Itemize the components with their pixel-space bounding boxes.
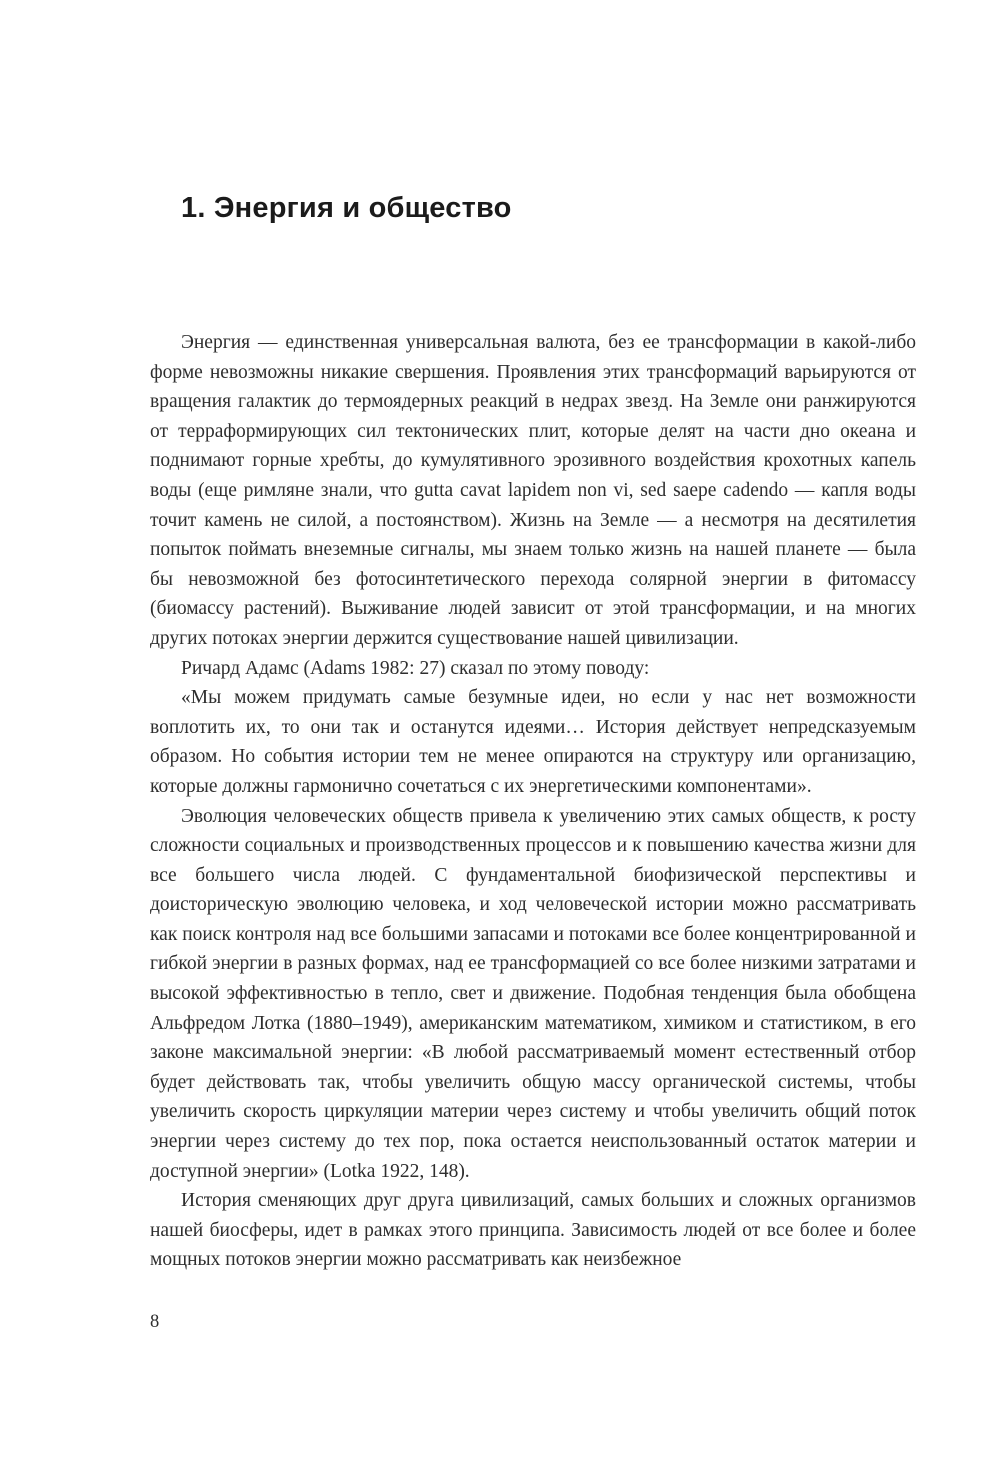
paragraph-evolution: Эволюция человеческих обществ привела к увеличению этих самых обществ, к росту сложности социальных и производственных процессов и к повышению качества жизни для все большего числа людей. С фундаментальной биофизической перспективы и доисторическую эволюцию человека, и ход человеческой истории можно рассматривать как поиск контроля над все большими запасами и потоками все более концентрированной и гибкой энергии в разных формах, над ее трансформацией со все более низкими затратами и высокой эффективностью в тепло, свет и движение. Подобная тенденция была обобщена Альфредом Лотка (1880–1949), американским математиком, химиком и статистиком, в его законе максимальной энергии: «В любой рассматриваемый момент естественный отбор будет действовать так, чтобы увеличить общую массу органической системы, чтобы увеличить скорость циркуляции материи через систему и чтобы увеличить общий поток энергии через систему до тех пор, пока остается неиспользованный остаток материи и доступной энергии» (Lotka 1922, 148). <box>150 805 916 1182</box>
chapter-heading: 1. Энергия и общество <box>181 192 512 224</box>
paragraph-history: История сменяющих друг друга цивилизаций, самых больших и сложных организмов нашей биосферы, идет в рамках этого принципа. Зависимость людей от все более и более мощных потоков энергии можно рассматривать как неизбежное <box>150 1190 916 1271</box>
paragraph-adams-intro: Ричард Адамс (Adams 1982: 27) сказал по этому поводу: <box>181 657 650 679</box>
body-text <box>150 328 916 1275</box>
page-number: 8 <box>150 1312 160 1332</box>
paragraph-intro: Энергия — единственная универсальная валюта, без ее трансформации в какой-либо форме невозможны никакие свершения. Проявления этих трансформаций варьируются от вращения галактик до термоядерных реакций в недрах звезд. На Земле они ранжируются от терраформирующих сил тектонических плит, которые делят на части дно океана и поднимают горные хребты, до кумулятивного эрозивного воздействия крохотных капель воды (еще римляне знали, что gutta cavat lapidem non vi, sed saepe cadendo — капля воды точит камень не силой, а постоянством). Жизнь на Земле — а несмотря на десятилетия попыток поймать внеземные сигналы, мы знаем только жизнь на нашей планете — была бы невозможной без фотосинтетического перехода солярной энергии в фитомассу (биомассу растений). Выживание людей зависит от этой трансформации, и на многих других потоках энергии держится существование нашей цивилизации. <box>150 332 916 649</box>
paragraph-adams-quote: «Мы можем придумать самые безумные идеи, но если у нас нет возможности воплотить их, то они так и останутся идеями… История действует непредсказуемым образом. Но события истории тем не менее опираются на структуру или организацию, которые должны гармонично сочетаться с их энергетическими компонентами». <box>150 687 916 797</box>
